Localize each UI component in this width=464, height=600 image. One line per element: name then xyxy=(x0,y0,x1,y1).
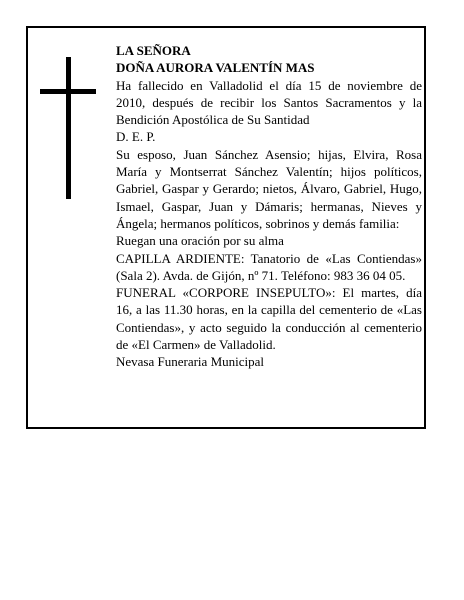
deceased-name: DOÑA AURORA VALENTÍN MAS xyxy=(116,60,315,76)
death-announcement: Ha fallecido en Valladolid el día 15 de noviembre de 2010, después de recibir los Santos Sacramentos y la Bendición Apostólica de Su Santidad xyxy=(116,77,422,128)
notice-heading-title: LA SEÑORA xyxy=(116,43,191,58)
funeral-home: Nevasa Funeraria Municipal xyxy=(116,354,265,370)
cross-vertical-bar xyxy=(66,57,71,199)
rest-in-peace: D. E. P. xyxy=(116,129,156,145)
obituary-notice xyxy=(26,26,426,429)
latin-cross-icon xyxy=(40,57,96,199)
funeral-info: FUNERAL «CORPORE INSEPULTO»: El martes, día 16, a las 11.30 horas, en la capilla del cementerio de «Las Contiendas», y acto seguido la conducción al cementerio de «El Carmen» de Valladolid. xyxy=(116,285,422,353)
notice-text xyxy=(116,42,422,371)
family-list: Su esposo, Juan Sánchez Asensio; hijas, Elvira, Rosa María y Montserrat Sánchez Valentín; hijos políticos, Gabriel, Gaspar y Gerardo; nietos, Álvaro, Gabriel, Hugo, Ismael, Gaspar, Juan y Dámaris; hermanas, Nieves y Ángela; hermanos políticos, sobrinos y demás familia: xyxy=(116,146,422,231)
cross-horizontal-bar xyxy=(40,89,96,94)
chapel-info: CAPILLA ARDIENTE: Tanatorio de «Las Contiendas» (Sala 2). Avda. de Gijón, nº 71. Teléfono: 983 36 04 05. xyxy=(116,250,422,283)
prayer-request: Ruegan una oración por su alma xyxy=(116,233,284,249)
